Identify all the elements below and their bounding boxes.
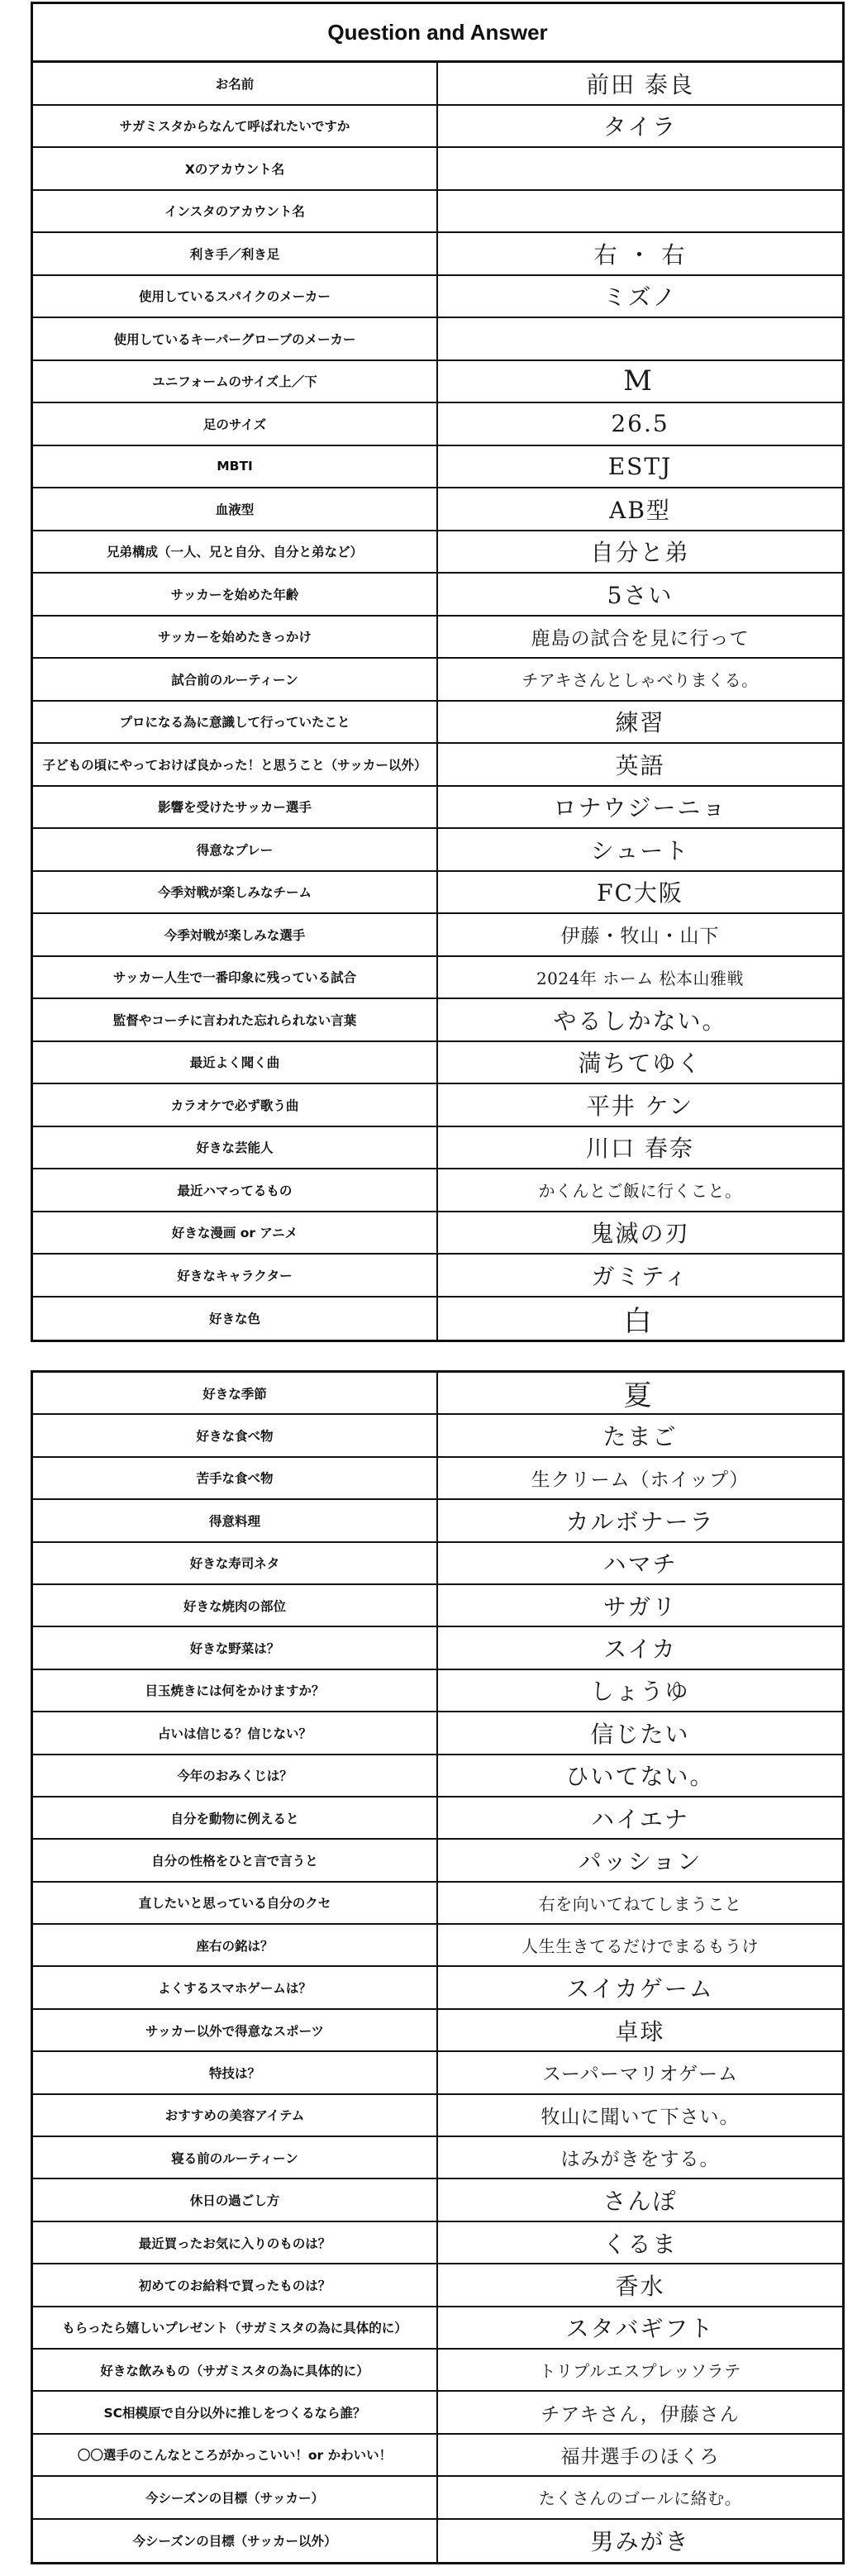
question-label: サッカー人生で一番印象に残っている試合 [33, 957, 438, 998]
answer-value: くるま [602, 2230, 678, 2258]
page-title: Question and Answer [33, 4, 842, 63]
question-label: ユニフォームのサイズ上／下 [33, 361, 438, 402]
qa-row [33, 659, 842, 702]
qa-row [33, 1840, 842, 1882]
answer-value: 男みがき [590, 2528, 690, 2556]
qa-row [33, 2095, 842, 2137]
answer-value: 前田 泰良 [586, 70, 694, 98]
qa-row [33, 233, 842, 276]
qa-row [33, 531, 842, 574]
question-label: 今シーズンの目標（サッカー） [33, 2477, 438, 2517]
question-label: 影響を受けたサッカー選手 [33, 787, 438, 828]
qa-row [33, 1255, 842, 1298]
answer-value: 川口 春奈 [586, 1135, 694, 1163]
question-label: 〇〇選手のこんなところがかっこいい！or かわいい！ [33, 2435, 438, 2475]
question-label: 監督やコーチに言われた忘れられない言葉 [33, 999, 438, 1040]
answer-value: 生クリーム（ホイップ） [531, 1469, 750, 1491]
qa-row [33, 1925, 842, 1967]
question-label: 使用しているキーパーグローブのメーカー [33, 318, 438, 359]
answer-value: はみがきをする。 [560, 2149, 720, 2171]
qa-row [33, 914, 842, 957]
answer-value: サガリ [602, 1593, 678, 1621]
answer-value: 26.5 [611, 410, 669, 438]
answer-value: 5さい [607, 581, 674, 609]
question-label: サガミスタからなんて呼ばれたいですか [33, 106, 438, 147]
question-label: おすすめの美容アイテム [33, 2095, 438, 2136]
answer-value: チアキさん，伊藤さん [541, 2403, 740, 2426]
qa-row [33, 446, 842, 489]
qa-row [33, 2010, 842, 2052]
answer-value: タイラ [602, 113, 678, 141]
answer-value [438, 318, 842, 359]
question-label: 好きな飲みもの（サガミスタの為に具体的に） [33, 2350, 438, 2390]
question-label: 今季対戦が楽しみな選手 [33, 914, 438, 955]
answer-value: トリプルエスプレッソラテ [539, 2361, 741, 2382]
question-label: もらったら嬉しいプレゼント（サガミスタの為に具体的に） [33, 2307, 438, 2348]
answer-value: シュート [590, 836, 690, 864]
answer-value: M [623, 364, 657, 398]
question-label: 好きな季節 [33, 1373, 438, 1413]
qa-row [33, 2179, 842, 2221]
answer-value: ロナウジーニョ [553, 794, 727, 822]
answer-value: たくさんのゴールに絡む。 [538, 2488, 742, 2509]
answer-value: 白 [623, 1304, 657, 1338]
question-label: 利き手／利き足 [33, 233, 438, 274]
question-label: プロになる為に意識して行っていたこと [33, 702, 438, 743]
qa-row [33, 361, 842, 404]
qa-row [33, 1500, 842, 1542]
answer-value: 練習 [615, 709, 665, 737]
answer-value: スタバギフト [565, 2315, 715, 2343]
question-label: 好きな焼肉の部位 [33, 1585, 438, 1626]
answer-value: 牧山に聞いて下さい。 [541, 2106, 740, 2128]
qa-row [33, 1585, 842, 1627]
question-label: 今シーズンの目標（サッカー以外） [33, 2520, 438, 2562]
answer-value: AB型 [609, 496, 671, 524]
qa-row [33, 2264, 842, 2307]
qa-row [33, 1797, 842, 1840]
question-label: カラオケで必ず歌う曲 [33, 1084, 438, 1126]
question-label: サッカーを始めた年齢 [33, 574, 438, 615]
qa-row [33, 403, 842, 446]
qa-row [33, 2052, 842, 2094]
answer-value: 夏 [623, 1379, 657, 1413]
question-label: 最近ハマってるもの [33, 1169, 438, 1211]
question-label: 好きな寿司ネタ [33, 1543, 438, 1583]
question-label: 初めてのお給料で買ったものは？ [33, 2264, 438, 2305]
qa-row [33, 488, 842, 531]
qa-row [33, 702, 842, 745]
question-label: サッカー以外で得意なスポーツ [33, 2010, 438, 2050]
qa-row [33, 617, 842, 659]
qa-row [33, 1042, 842, 1085]
qa-row [33, 2435, 842, 2477]
qa-table-2 [31, 1370, 845, 2564]
question-label: よくするスマホゲームは？ [33, 1967, 438, 2007]
question-label: サッカーを始めたきっかけ [33, 617, 438, 658]
question-label: 使用しているスパイクのメーカー [33, 276, 438, 317]
qa-row [33, 1967, 842, 2009]
question-label: 休日の過ごし方 [33, 2179, 438, 2220]
question-label: 座右の銘は？ [33, 1925, 438, 1965]
answer-value: 人生生きてるだけでまるもうけ [521, 1936, 759, 1957]
question-label: 好きな漫画 or アニメ [33, 1212, 438, 1254]
qa-row [33, 1627, 842, 1669]
answer-value: 鬼滅の刃 [590, 1220, 690, 1248]
question-label: 特技は？ [33, 2052, 438, 2093]
answer-value: やるしかない。 [553, 1007, 727, 1035]
question-label: 自分の性格をひと言で言うと [33, 1840, 438, 1880]
qa-row [33, 2137, 842, 2179]
qa-row [33, 2520, 842, 2562]
qa-row [33, 2350, 842, 2392]
answer-value: 香水 [615, 2272, 665, 2300]
answer-value: スイカゲーム [566, 1975, 714, 2003]
answer-value: カルボナーラ [565, 1507, 715, 1536]
question-label: 好きな色 [33, 1298, 438, 1340]
answer-value: 右を向いてねてしまうこと [538, 1893, 742, 1914]
question-label: 最近買ったお気に入りのものは？ [33, 2222, 438, 2263]
qa-row [33, 276, 842, 319]
answer-value: 右 ・ 右 [593, 240, 687, 269]
answer-value: 信じたい [590, 1720, 690, 1748]
question-label: 得意なプレー [33, 829, 438, 870]
qa-row [33, 191, 842, 234]
answer-value: 2024年 ホーム 松本山雅戦 [536, 968, 745, 988]
answer-value: スイカ [603, 1636, 677, 1664]
answer-value: かくんとご飯に行くこと。 [538, 1181, 742, 1202]
qa-table-1 [31, 2, 845, 1342]
answer-value: 福井選手のほくろ [560, 2445, 720, 2468]
qa-row [33, 999, 842, 1042]
question-label: 足のサイズ [33, 403, 438, 445]
qa-row [33, 1298, 842, 1340]
question-label: 直したいと思っている自分のクセ [33, 1883, 438, 1923]
qa-row [33, 1373, 842, 1415]
answer-value: 満ちてゆく [578, 1050, 702, 1078]
question-label: 好きな野菜は？ [33, 1627, 438, 1668]
question-label: 苦手な食べ物 [33, 1458, 438, 1498]
question-label: 血液型 [33, 488, 438, 530]
answer-value: 伊藤・牧山・山下 [560, 926, 720, 948]
qa-row [33, 1458, 842, 1500]
answer-value: 英語 [615, 751, 665, 779]
answer-value: さんぽ [602, 2188, 678, 2216]
question-label: 最近よく聞く曲 [33, 1042, 438, 1083]
question-label: インスタのアカウント名 [33, 191, 438, 232]
question-label: Xのアカウント名 [33, 148, 438, 189]
question-label: 今季対戦が楽しみなチーム [33, 872, 438, 913]
qa-rows-1 [33, 63, 842, 1340]
answer-value: チアキさんとしゃべりまくる。 [521, 670, 759, 691]
qa-row [33, 1543, 842, 1585]
qa-row [33, 744, 842, 787]
qa-row [33, 1084, 842, 1127]
qa-row [33, 829, 842, 872]
question-label: 好きな芸能人 [33, 1127, 438, 1169]
question-label: 目玉焼きには何をかけますか？ [33, 1670, 438, 1711]
question-label: 今年のおみくじは？ [33, 1755, 438, 1796]
question-label: 自分を動物に例えると [33, 1797, 438, 1838]
question-label: SC相模原で自分以外に推しをつくるなら誰？ [33, 2392, 438, 2432]
qa-row [33, 872, 842, 915]
answer-value: ミズノ [602, 283, 678, 312]
qa-row [33, 957, 842, 1000]
qa-row [33, 787, 842, 830]
qa-row [33, 2222, 842, 2264]
qa-row [33, 2392, 842, 2434]
qa-row [33, 318, 842, 361]
answer-value: ひいてない。 [565, 1763, 715, 1791]
answer-value: ESTJ [607, 452, 673, 480]
answer-value [438, 191, 842, 232]
qa-row [33, 1670, 842, 1712]
question-label: 寝る前のルーティーン [33, 2137, 438, 2178]
qa-row [33, 63, 842, 106]
answer-value: 卓球 [615, 2017, 665, 2045]
qa-rows-2 [33, 1373, 842, 2562]
answer-value: FC大阪 [597, 879, 683, 907]
answer-value: スーパーマリオゲーム [541, 2064, 738, 2086]
qa-row [33, 1127, 842, 1170]
question-label: MBTI [33, 446, 438, 488]
answer-value: ガミティ [591, 1262, 689, 1290]
answer-value [438, 148, 842, 189]
answer-value: 鹿島の試合を見に行って [531, 627, 750, 650]
answer-value: パッション [578, 1847, 702, 1875]
answer-value: しょうゆ [590, 1678, 690, 1706]
question-label: 得意料理 [33, 1500, 438, 1540]
question-label: 試合前のルーティーン [33, 659, 438, 700]
qa-row [33, 2477, 842, 2519]
qa-row [33, 1755, 842, 1797]
answer-value: 自分と弟 [590, 539, 690, 567]
question-label: 兄弟構成（一人、兄と自分、自分と弟など） [33, 531, 438, 573]
question-label: 好きなキャラクター [33, 1255, 438, 1296]
qa-row [33, 1712, 842, 1755]
qa-row [33, 1883, 842, 1925]
question-label: お名前 [33, 63, 438, 104]
qa-row [33, 2307, 842, 2350]
qa-row [33, 106, 842, 149]
answer-value: ハマチ [602, 1550, 678, 1578]
answer-value: たまご [602, 1423, 678, 1451]
answer-value: ハイエナ [591, 1805, 689, 1833]
question-label: 好きな食べ物 [33, 1415, 438, 1455]
qa-row [33, 574, 842, 617]
answer-value: 平井 ケン [586, 1092, 694, 1120]
qa-row [33, 1212, 842, 1255]
question-label: 占いは信じる？信じない？ [33, 1712, 438, 1753]
qa-row [33, 148, 842, 191]
qa-row [33, 1415, 842, 1457]
question-label: 子どもの頃にやっておけば良かった！と思うこと（サッカー以外） [33, 744, 438, 785]
qa-row [33, 1169, 842, 1212]
